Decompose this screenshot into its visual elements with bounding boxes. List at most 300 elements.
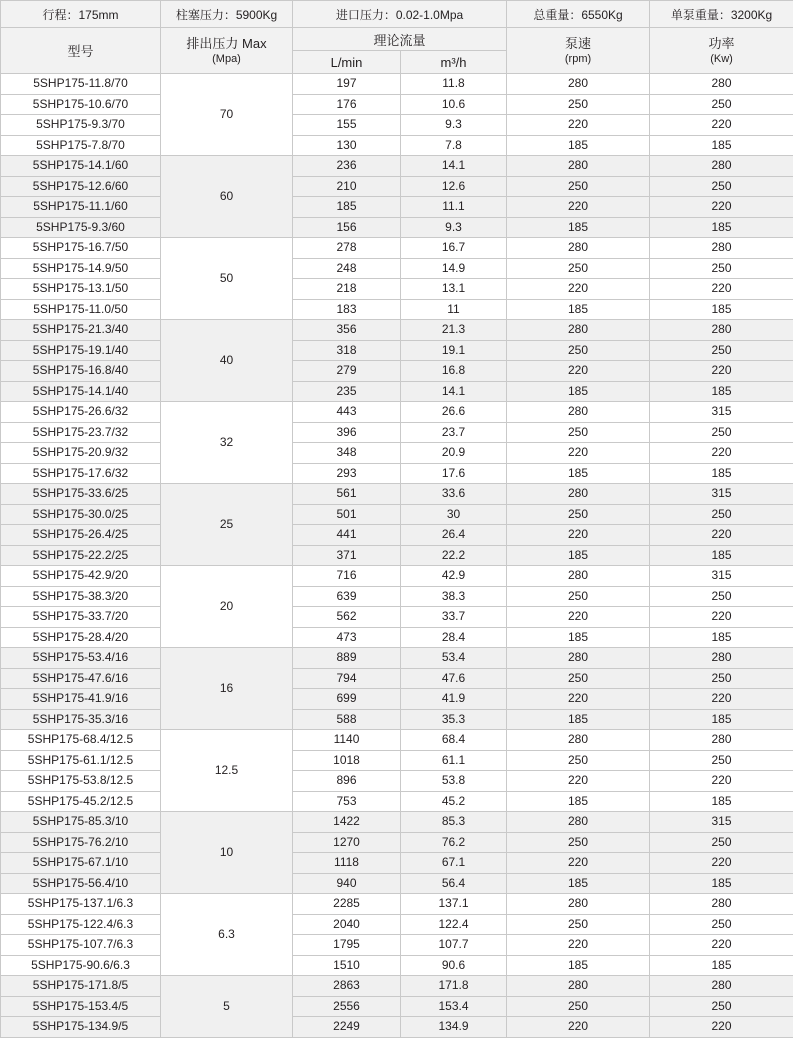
cell-speed: 280 bbox=[507, 730, 650, 751]
cell-pressure: 25 bbox=[161, 484, 293, 566]
cell-power: 280 bbox=[650, 976, 793, 997]
table-row bbox=[1, 955, 793, 976]
cell-power: 220 bbox=[650, 197, 793, 218]
header-speed-title: 泵速 bbox=[507, 36, 649, 52]
table-row bbox=[1, 443, 793, 464]
cell-flow-m3h: 7.8 bbox=[401, 135, 507, 156]
cell-power: 280 bbox=[650, 238, 793, 259]
cell-flow-m3h: 11.8 bbox=[401, 74, 507, 95]
cell-speed: 185 bbox=[507, 791, 650, 812]
cell-flow-lmin: 218 bbox=[293, 279, 401, 300]
cell-speed: 250 bbox=[507, 832, 650, 853]
cell-speed: 185 bbox=[507, 135, 650, 156]
cell-speed: 185 bbox=[507, 627, 650, 648]
cell-flow-lmin: 356 bbox=[293, 320, 401, 341]
summary-cell: 行程：175mm bbox=[1, 1, 161, 28]
cell-speed: 220 bbox=[507, 361, 650, 382]
cell-speed: 280 bbox=[507, 894, 650, 915]
cell-model: 5SHP175-19.1/40 bbox=[1, 340, 161, 361]
cell-flow-lmin: 197 bbox=[293, 74, 401, 95]
cell-flow-m3h: 67.1 bbox=[401, 853, 507, 874]
cell-power: 220 bbox=[650, 853, 793, 874]
table-row bbox=[1, 74, 793, 95]
table-row bbox=[1, 586, 793, 607]
cell-model: 5SHP175-30.0/25 bbox=[1, 504, 161, 525]
header-pressure-title: 排出压力 Max bbox=[161, 36, 292, 52]
cell-flow-m3h: 26.6 bbox=[401, 402, 507, 423]
header-flow-lmin: L/min bbox=[293, 51, 401, 74]
cell-flow-lmin: 562 bbox=[293, 607, 401, 628]
cell-flow-lmin: 639 bbox=[293, 586, 401, 607]
cell-model: 5SHP175-7.8/70 bbox=[1, 135, 161, 156]
cell-speed: 220 bbox=[507, 771, 650, 792]
cell-power: 280 bbox=[650, 894, 793, 915]
cell-speed: 280 bbox=[507, 74, 650, 95]
table-row bbox=[1, 484, 793, 505]
table-row bbox=[1, 525, 793, 546]
cell-flow-m3h: 14.9 bbox=[401, 258, 507, 279]
cell-flow-m3h: 16.7 bbox=[401, 238, 507, 259]
cell-flow-lmin: 699 bbox=[293, 689, 401, 710]
cell-power: 220 bbox=[650, 115, 793, 136]
cell-speed: 280 bbox=[507, 648, 650, 669]
cell-pressure: 16 bbox=[161, 648, 293, 730]
cell-flow-m3h: 45.2 bbox=[401, 791, 507, 812]
cell-flow-m3h: 153.4 bbox=[401, 996, 507, 1017]
cell-pressure: 40 bbox=[161, 320, 293, 402]
cell-model: 5SHP175-11.1/60 bbox=[1, 197, 161, 218]
cell-model: 5SHP175-42.9/20 bbox=[1, 566, 161, 587]
cell-speed: 220 bbox=[507, 1017, 650, 1038]
cell-flow-m3h: 17.6 bbox=[401, 463, 507, 484]
cell-speed: 280 bbox=[507, 320, 650, 341]
cell-flow-m3h: 76.2 bbox=[401, 832, 507, 853]
cell-flow-lmin: 235 bbox=[293, 381, 401, 402]
cell-power: 185 bbox=[650, 135, 793, 156]
cell-model: 5SHP175-10.6/70 bbox=[1, 94, 161, 115]
cell-flow-m3h: 23.7 bbox=[401, 422, 507, 443]
cell-model: 5SHP175-13.1/50 bbox=[1, 279, 161, 300]
cell-power: 250 bbox=[650, 750, 793, 771]
summary-cell: 柱塞压力：5900Kg bbox=[161, 1, 293, 28]
cell-model: 5SHP175-134.9/5 bbox=[1, 1017, 161, 1038]
table-row bbox=[1, 853, 793, 874]
table-row bbox=[1, 873, 793, 894]
cell-flow-lmin: 2285 bbox=[293, 894, 401, 915]
cell-flow-m3h: 9.3 bbox=[401, 217, 507, 238]
cell-model: 5SHP175-16.8/40 bbox=[1, 361, 161, 382]
cell-speed: 220 bbox=[507, 607, 650, 628]
table-row bbox=[1, 94, 793, 115]
table-row bbox=[1, 689, 793, 710]
cell-power: 185 bbox=[650, 545, 793, 566]
cell-flow-lmin: 279 bbox=[293, 361, 401, 382]
cell-flow-m3h: 19.1 bbox=[401, 340, 507, 361]
cell-speed: 220 bbox=[507, 279, 650, 300]
cell-power: 220 bbox=[650, 1017, 793, 1038]
cell-flow-lmin: 443 bbox=[293, 402, 401, 423]
header-flow-m3h: m³/h bbox=[401, 51, 507, 74]
cell-flow-m3h: 22.2 bbox=[401, 545, 507, 566]
summary-row bbox=[1, 1, 793, 28]
table-row bbox=[1, 217, 793, 238]
cell-pressure: 70 bbox=[161, 74, 293, 156]
cell-model: 5SHP175-90.6/6.3 bbox=[1, 955, 161, 976]
cell-flow-lmin: 716 bbox=[293, 566, 401, 587]
table-row bbox=[1, 402, 793, 423]
table-row bbox=[1, 299, 793, 320]
cell-model: 5SHP175-67.1/10 bbox=[1, 853, 161, 874]
cell-model: 5SHP175-33.6/25 bbox=[1, 484, 161, 505]
cell-model: 5SHP175-107.7/6.3 bbox=[1, 935, 161, 956]
cell-model: 5SHP175-61.1/12.5 bbox=[1, 750, 161, 771]
cell-speed: 185 bbox=[507, 955, 650, 976]
table-row bbox=[1, 1017, 793, 1038]
cell-model: 5SHP175-53.8/12.5 bbox=[1, 771, 161, 792]
cell-flow-lmin: 561 bbox=[293, 484, 401, 505]
cell-power: 185 bbox=[650, 955, 793, 976]
cell-power: 250 bbox=[650, 832, 793, 853]
cell-flow-lmin: 473 bbox=[293, 627, 401, 648]
cell-flow-m3h: 137.1 bbox=[401, 894, 507, 915]
table-row bbox=[1, 976, 793, 997]
cell-speed: 220 bbox=[507, 443, 650, 464]
cell-speed: 250 bbox=[507, 176, 650, 197]
header-pressure bbox=[161, 28, 293, 74]
cell-speed: 280 bbox=[507, 484, 650, 505]
cell-power: 220 bbox=[650, 771, 793, 792]
cell-flow-lmin: 210 bbox=[293, 176, 401, 197]
cell-speed: 280 bbox=[507, 156, 650, 177]
cell-flow-lmin: 2863 bbox=[293, 976, 401, 997]
cell-model: 5SHP175-137.1/6.3 bbox=[1, 894, 161, 915]
cell-model: 5SHP175-53.4/16 bbox=[1, 648, 161, 669]
cell-model: 5SHP175-122.4/6.3 bbox=[1, 914, 161, 935]
cell-power: 250 bbox=[650, 94, 793, 115]
cell-power: 185 bbox=[650, 791, 793, 812]
cell-flow-m3h: 26.4 bbox=[401, 525, 507, 546]
cell-flow-m3h: 16.8 bbox=[401, 361, 507, 382]
cell-speed: 250 bbox=[507, 340, 650, 361]
cell-pressure: 20 bbox=[161, 566, 293, 648]
cell-speed: 185 bbox=[507, 299, 650, 320]
cell-flow-lmin: 1018 bbox=[293, 750, 401, 771]
cell-model: 5SHP175-9.3/60 bbox=[1, 217, 161, 238]
header-row-top bbox=[1, 28, 793, 51]
cell-flow-lmin: 371 bbox=[293, 545, 401, 566]
cell-power: 280 bbox=[650, 730, 793, 751]
cell-model: 5SHP175-14.1/40 bbox=[1, 381, 161, 402]
cell-model: 5SHP175-22.2/25 bbox=[1, 545, 161, 566]
cell-speed: 220 bbox=[507, 197, 650, 218]
cell-flow-lmin: 889 bbox=[293, 648, 401, 669]
cell-power: 220 bbox=[650, 689, 793, 710]
cell-pressure: 10 bbox=[161, 812, 293, 894]
cell-speed: 185 bbox=[507, 709, 650, 730]
cell-flow-m3h: 9.3 bbox=[401, 115, 507, 136]
cell-model: 5SHP175-14.1/60 bbox=[1, 156, 161, 177]
header-power bbox=[650, 28, 793, 74]
cell-flow-m3h: 11 bbox=[401, 299, 507, 320]
cell-model: 5SHP175-20.9/32 bbox=[1, 443, 161, 464]
table-row bbox=[1, 115, 793, 136]
table-row bbox=[1, 463, 793, 484]
cell-model: 5SHP175-9.3/70 bbox=[1, 115, 161, 136]
cell-speed: 250 bbox=[507, 422, 650, 443]
cell-speed: 250 bbox=[507, 258, 650, 279]
cell-flow-lmin: 794 bbox=[293, 668, 401, 689]
cell-flow-m3h: 85.3 bbox=[401, 812, 507, 833]
cell-model: 5SHP175-41.9/16 bbox=[1, 689, 161, 710]
cell-power: 250 bbox=[650, 586, 793, 607]
cell-flow-m3h: 171.8 bbox=[401, 976, 507, 997]
table-row bbox=[1, 422, 793, 443]
cell-speed: 220 bbox=[507, 115, 650, 136]
cell-model: 5SHP175-28.4/20 bbox=[1, 627, 161, 648]
header-speed-unit: (rpm) bbox=[507, 52, 649, 66]
cell-model: 5SHP175-47.6/16 bbox=[1, 668, 161, 689]
cell-flow-m3h: 35.3 bbox=[401, 709, 507, 730]
cell-power: 185 bbox=[650, 463, 793, 484]
cell-flow-lmin: 176 bbox=[293, 94, 401, 115]
cell-power: 315 bbox=[650, 566, 793, 587]
cell-pressure: 60 bbox=[161, 156, 293, 238]
cell-speed: 280 bbox=[507, 976, 650, 997]
table-row bbox=[1, 709, 793, 730]
table-row bbox=[1, 914, 793, 935]
cell-flow-m3h: 42.9 bbox=[401, 566, 507, 587]
header-model: 型号 bbox=[1, 28, 161, 74]
cell-flow-lmin: 501 bbox=[293, 504, 401, 525]
cell-speed: 220 bbox=[507, 525, 650, 546]
cell-model: 5SHP175-76.2/10 bbox=[1, 832, 161, 853]
cell-pressure: 50 bbox=[161, 238, 293, 320]
cell-flow-lmin: 185 bbox=[293, 197, 401, 218]
cell-power: 250 bbox=[650, 340, 793, 361]
cell-power: 220 bbox=[650, 525, 793, 546]
cell-power: 250 bbox=[650, 668, 793, 689]
cell-power: 250 bbox=[650, 258, 793, 279]
cell-flow-lmin: 348 bbox=[293, 443, 401, 464]
cell-model: 5SHP175-17.6/32 bbox=[1, 463, 161, 484]
summary-cell: 单泵重量：3200Kg bbox=[650, 1, 793, 28]
cell-flow-m3h: 107.7 bbox=[401, 935, 507, 956]
cell-power: 280 bbox=[650, 74, 793, 95]
summary-cell: 进口压力：0.02-1.0Mpa bbox=[293, 1, 507, 28]
cell-flow-m3h: 20.9 bbox=[401, 443, 507, 464]
table-row bbox=[1, 812, 793, 833]
cell-flow-m3h: 14.1 bbox=[401, 156, 507, 177]
cell-flow-m3h: 134.9 bbox=[401, 1017, 507, 1038]
cell-model: 5SHP175-21.3/40 bbox=[1, 320, 161, 341]
cell-speed: 250 bbox=[507, 586, 650, 607]
cell-model: 5SHP175-11.8/70 bbox=[1, 74, 161, 95]
cell-flow-lmin: 2040 bbox=[293, 914, 401, 935]
table-row bbox=[1, 627, 793, 648]
cell-speed: 280 bbox=[507, 812, 650, 833]
table-row bbox=[1, 607, 793, 628]
cell-flow-lmin: 248 bbox=[293, 258, 401, 279]
cell-flow-lmin: 896 bbox=[293, 771, 401, 792]
cell-model: 5SHP175-33.7/20 bbox=[1, 607, 161, 628]
cell-flow-lmin: 441 bbox=[293, 525, 401, 546]
cell-flow-lmin: 183 bbox=[293, 299, 401, 320]
header-power-title: 功率 bbox=[650, 36, 793, 52]
table-row bbox=[1, 340, 793, 361]
cell-model: 5SHP175-171.8/5 bbox=[1, 976, 161, 997]
cell-model: 5SHP175-45.2/12.5 bbox=[1, 791, 161, 812]
cell-power: 315 bbox=[650, 484, 793, 505]
cell-power: 280 bbox=[650, 648, 793, 669]
cell-speed: 185 bbox=[507, 381, 650, 402]
cell-flow-lmin: 1795 bbox=[293, 935, 401, 956]
table-row bbox=[1, 771, 793, 792]
cell-flow-m3h: 68.4 bbox=[401, 730, 507, 751]
cell-flow-m3h: 90.6 bbox=[401, 955, 507, 976]
cell-power: 315 bbox=[650, 402, 793, 423]
cell-speed: 185 bbox=[507, 545, 650, 566]
table-row bbox=[1, 894, 793, 915]
cell-flow-lmin: 278 bbox=[293, 238, 401, 259]
cell-flow-m3h: 41.9 bbox=[401, 689, 507, 710]
cell-speed: 250 bbox=[507, 94, 650, 115]
cell-flow-m3h: 33.7 bbox=[401, 607, 507, 628]
cell-model: 5SHP175-26.6/32 bbox=[1, 402, 161, 423]
cell-power: 250 bbox=[650, 504, 793, 525]
table-row bbox=[1, 279, 793, 300]
header-power-unit: (Kw) bbox=[650, 52, 793, 66]
cell-speed: 185 bbox=[507, 217, 650, 238]
cell-speed: 280 bbox=[507, 402, 650, 423]
cell-speed: 250 bbox=[507, 996, 650, 1017]
cell-flow-m3h: 11.1 bbox=[401, 197, 507, 218]
cell-flow-m3h: 61.1 bbox=[401, 750, 507, 771]
header-pressure-unit: (Mpa) bbox=[161, 52, 292, 66]
cell-flow-lmin: 1140 bbox=[293, 730, 401, 751]
table-row bbox=[1, 238, 793, 259]
cell-flow-m3h: 21.3 bbox=[401, 320, 507, 341]
cell-flow-lmin: 155 bbox=[293, 115, 401, 136]
table-row bbox=[1, 566, 793, 587]
cell-power: 185 bbox=[650, 299, 793, 320]
cell-power: 185 bbox=[650, 381, 793, 402]
header-flow-group: 理论流量 bbox=[293, 28, 507, 51]
cell-flow-lmin: 1510 bbox=[293, 955, 401, 976]
cell-flow-lmin: 2249 bbox=[293, 1017, 401, 1038]
cell-flow-m3h: 28.4 bbox=[401, 627, 507, 648]
cell-flow-m3h: 53.8 bbox=[401, 771, 507, 792]
header-speed bbox=[507, 28, 650, 74]
cell-flow-lmin: 236 bbox=[293, 156, 401, 177]
table-row bbox=[1, 258, 793, 279]
cell-model: 5SHP175-16.7/50 bbox=[1, 238, 161, 259]
table-row bbox=[1, 381, 793, 402]
cell-speed: 280 bbox=[507, 238, 650, 259]
cell-flow-lmin: 588 bbox=[293, 709, 401, 730]
cell-flow-m3h: 38.3 bbox=[401, 586, 507, 607]
cell-flow-lmin: 940 bbox=[293, 873, 401, 894]
table-row bbox=[1, 832, 793, 853]
cell-model: 5SHP175-23.7/32 bbox=[1, 422, 161, 443]
cell-speed: 185 bbox=[507, 463, 650, 484]
cell-speed: 220 bbox=[507, 689, 650, 710]
cell-power: 250 bbox=[650, 422, 793, 443]
cell-pressure: 12.5 bbox=[161, 730, 293, 812]
cell-model: 5SHP175-38.3/20 bbox=[1, 586, 161, 607]
cell-model: 5SHP175-153.4/5 bbox=[1, 996, 161, 1017]
cell-flow-m3h: 122.4 bbox=[401, 914, 507, 935]
cell-flow-lmin: 1118 bbox=[293, 853, 401, 874]
summary-cell: 总重量：6550Kg bbox=[507, 1, 650, 28]
cell-pressure: 6.3 bbox=[161, 894, 293, 976]
cell-speed: 250 bbox=[507, 914, 650, 935]
cell-power: 250 bbox=[650, 914, 793, 935]
cell-power: 220 bbox=[650, 279, 793, 300]
cell-speed: 220 bbox=[507, 935, 650, 956]
cell-model: 5SHP175-12.6/60 bbox=[1, 176, 161, 197]
cell-power: 220 bbox=[650, 361, 793, 382]
cell-power: 185 bbox=[650, 873, 793, 894]
cell-flow-lmin: 396 bbox=[293, 422, 401, 443]
cell-power: 185 bbox=[650, 627, 793, 648]
table-row bbox=[1, 320, 793, 341]
cell-flow-m3h: 14.1 bbox=[401, 381, 507, 402]
cell-power: 185 bbox=[650, 709, 793, 730]
cell-model: 5SHP175-11.0/50 bbox=[1, 299, 161, 320]
cell-model: 5SHP175-68.4/12.5 bbox=[1, 730, 161, 751]
cell-flow-lmin: 318 bbox=[293, 340, 401, 361]
table-row bbox=[1, 648, 793, 669]
cell-power: 220 bbox=[650, 607, 793, 628]
cell-pressure: 32 bbox=[161, 402, 293, 484]
cell-flow-lmin: 130 bbox=[293, 135, 401, 156]
cell-flow-m3h: 53.4 bbox=[401, 648, 507, 669]
cell-power: 250 bbox=[650, 176, 793, 197]
cell-model: 5SHP175-26.4/25 bbox=[1, 525, 161, 546]
cell-flow-m3h: 56.4 bbox=[401, 873, 507, 894]
cell-power: 185 bbox=[650, 217, 793, 238]
cell-flow-m3h: 13.1 bbox=[401, 279, 507, 300]
table-row bbox=[1, 545, 793, 566]
table-row bbox=[1, 197, 793, 218]
cell-flow-m3h: 33.6 bbox=[401, 484, 507, 505]
table-row bbox=[1, 504, 793, 525]
table-row bbox=[1, 791, 793, 812]
cell-flow-lmin: 2556 bbox=[293, 996, 401, 1017]
cell-model: 5SHP175-14.9/50 bbox=[1, 258, 161, 279]
cell-flow-lmin: 1422 bbox=[293, 812, 401, 833]
table-row bbox=[1, 668, 793, 689]
table-row bbox=[1, 135, 793, 156]
cell-power: 280 bbox=[650, 320, 793, 341]
cell-flow-m3h: 10.6 bbox=[401, 94, 507, 115]
cell-speed: 280 bbox=[507, 566, 650, 587]
cell-model: 5SHP175-56.4/10 bbox=[1, 873, 161, 894]
cell-power: 315 bbox=[650, 812, 793, 833]
table-row bbox=[1, 996, 793, 1017]
table-row bbox=[1, 361, 793, 382]
table-row bbox=[1, 730, 793, 751]
table-row bbox=[1, 156, 793, 177]
cell-pressure: 5 bbox=[161, 976, 293, 1038]
table-row bbox=[1, 750, 793, 771]
cell-flow-lmin: 156 bbox=[293, 217, 401, 238]
table-row bbox=[1, 935, 793, 956]
cell-speed: 185 bbox=[507, 873, 650, 894]
cell-power: 250 bbox=[650, 996, 793, 1017]
cell-model: 5SHP175-85.3/10 bbox=[1, 812, 161, 833]
cell-flow-m3h: 12.6 bbox=[401, 176, 507, 197]
